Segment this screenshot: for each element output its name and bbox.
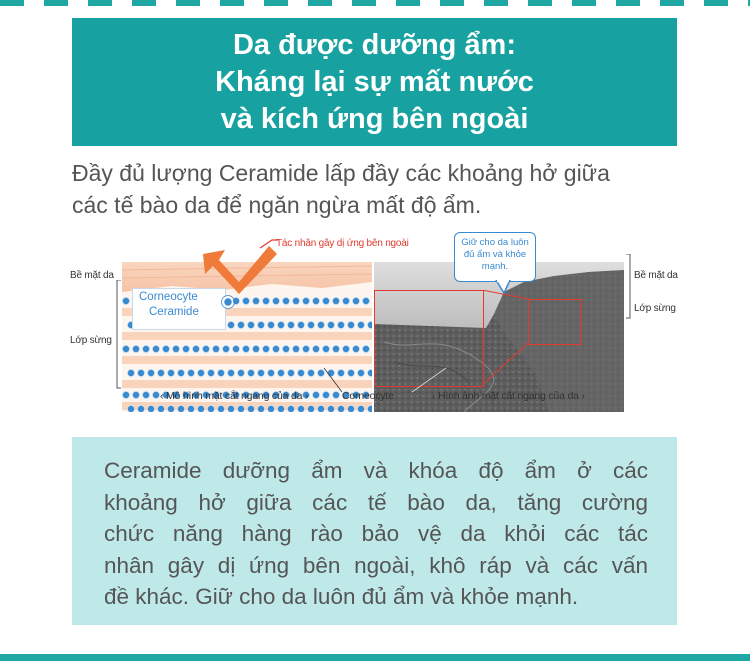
ceramide-dot (242, 345, 249, 352)
ceramide-dot (317, 405, 324, 412)
ceramide-dot (277, 321, 284, 328)
ceramide-dot (317, 321, 324, 328)
ceramide-dot (182, 345, 189, 352)
ceramide-dot (282, 345, 289, 352)
ceramide-dot (237, 321, 244, 328)
irritant-pointer-icon (258, 236, 278, 250)
ceramide-dot (152, 345, 159, 352)
skin-cross-section-figure (70, 228, 690, 413)
summary-line-3: chức năng hàng rào bảo vệ da khỏi các tác (104, 521, 648, 546)
ceramide-dot (142, 345, 149, 352)
ceramide-dot (347, 405, 354, 412)
ceramide-dot (137, 369, 144, 376)
title-line-3: và kích ứng bên ngoài (220, 102, 529, 135)
ceramide-dot (307, 405, 314, 412)
ceramide-dot (137, 405, 144, 412)
zoom-connector-lines (482, 290, 532, 390)
ceramide-dot (327, 405, 334, 412)
ceramide-dot (302, 345, 309, 352)
bottom-border (0, 654, 750, 661)
ceramide-dot (172, 345, 179, 352)
ceramide-dot (222, 345, 229, 352)
ceramide-dot (332, 345, 339, 352)
ceramide-dot (122, 391, 129, 398)
ceramide-dot (312, 297, 319, 304)
ceramide-dot (132, 391, 139, 398)
caption-corneocyte: Corneocyte (342, 390, 394, 402)
ceramide-dot (337, 321, 344, 328)
ceramide-dot (292, 297, 299, 304)
ceramide-dot (312, 391, 319, 398)
ceramide-dot (212, 345, 219, 352)
ceramide-dot (267, 405, 274, 412)
legend-corneocyte: Corneocyte (139, 291, 198, 303)
ceramide-dot (367, 369, 372, 376)
ceramide-dot (152, 391, 159, 398)
title-line-1: Da được dưỡng ẩm: (232, 28, 517, 61)
ceramide-dot (342, 297, 349, 304)
ceramide-dot (257, 405, 264, 412)
ceramide-dot (247, 405, 254, 412)
legend-box (132, 288, 226, 330)
ceramide-dot (187, 405, 194, 412)
stratum-corneum-label-left: Lớp sừng (70, 335, 112, 346)
ceramide-dot (177, 369, 184, 376)
keep-moist-line-1: Giữ cho da luôn (461, 237, 529, 248)
ceramide-dot (227, 369, 234, 376)
ceramide-dot (307, 321, 314, 328)
ceramide-dot (147, 369, 154, 376)
ceramide-dot (267, 369, 274, 376)
ceramide-dot (157, 405, 164, 412)
ceramide-dot (312, 345, 319, 352)
ceramide-dot (352, 297, 359, 304)
ceramide-dot (232, 345, 239, 352)
ceramide-dot (352, 345, 359, 352)
external-irritant-label: Tác nhân gây dị ứng bên ngoài (276, 238, 409, 249)
ceramide-dot (217, 405, 224, 412)
ceramide-dot (237, 405, 244, 412)
ceramide-dot (367, 405, 372, 412)
ceramide-dot (287, 321, 294, 328)
ceramide-dot (327, 321, 334, 328)
ceramide-dot (167, 369, 174, 376)
ceramide-dot (197, 369, 204, 376)
ceramide-dot (362, 345, 369, 352)
ceramide-dot (122, 345, 129, 352)
ceramide-dot (357, 369, 364, 376)
ceramide-dot (262, 345, 269, 352)
skin-surface-label-right: Bề mặt da (634, 270, 678, 281)
skin-surface-label-left: Bề mặt da (70, 270, 114, 281)
ceramide-dot (292, 345, 299, 352)
ceramide-dot (277, 405, 284, 412)
ceramide-dot (357, 321, 364, 328)
caption-model: ‹ Mô hình mặt cắt ngang của da › (160, 390, 309, 402)
ceramide-dot (347, 369, 354, 376)
ceramide-dot (187, 369, 194, 376)
ceramide-dot (272, 345, 279, 352)
ceramide-dot (297, 369, 304, 376)
ceramide-dot (332, 297, 339, 304)
caption-photo: ‹ Hình ảnh mặt cắt ngang của da › (432, 390, 585, 402)
summary-line-1: Ceramide dưỡng ẩm và khóa độ ẩm ở các (104, 458, 648, 483)
ceramide-dot (242, 297, 249, 304)
ceramide-dot (162, 345, 169, 352)
ceramide-dot (202, 345, 209, 352)
ceramide-dot (147, 405, 154, 412)
right-bracket (626, 254, 632, 320)
ceramide-dot (132, 345, 139, 352)
ceramide-dot (177, 405, 184, 412)
legend-ceramide: Ceramide (149, 306, 199, 318)
ceramide-dot (287, 369, 294, 376)
ceramide-dot (142, 391, 149, 398)
stratum-corneum-label-right: Lớp sừng (634, 303, 676, 314)
ceramide-dot (302, 297, 309, 304)
ceramide-dot (252, 297, 259, 304)
ceramide-dot (307, 369, 314, 376)
title-line-2: Kháng lại sự mất nước (215, 65, 534, 98)
ceramide-dot (227, 321, 234, 328)
summary-line-2: khoảng hở giữa các tế bào da, tăng cường (104, 489, 648, 515)
ceramide-dot-icon (220, 294, 238, 312)
ceramide-dot (217, 369, 224, 376)
ceramide-dot (347, 321, 354, 328)
ceramide-dot (127, 405, 134, 412)
intro-text (72, 157, 692, 221)
ceramide-dot (287, 405, 294, 412)
callout-tail-icon (494, 280, 514, 296)
ceramide-dot (257, 321, 264, 328)
ceramide-dot (367, 321, 372, 328)
ceramide-dot (277, 369, 284, 376)
keep-moist-line-2: đủ ẩm và khỏe (463, 249, 527, 260)
summary-box (72, 437, 677, 625)
ceramide-dot (247, 369, 254, 376)
ceramide-dot (362, 297, 369, 304)
title-banner (72, 18, 677, 146)
ceramide-dot (272, 297, 279, 304)
ceramide-dot (252, 345, 259, 352)
ceramide-dot (197, 405, 204, 412)
ceramide-dot (322, 345, 329, 352)
ceramide-dot (282, 297, 289, 304)
summary-text (104, 455, 648, 613)
ceramide-dot (227, 405, 234, 412)
corneocyte-pointer-icon (320, 366, 344, 394)
ceramide-dot (257, 369, 264, 376)
ceramide-dot (267, 321, 274, 328)
ceramide-dot (297, 405, 304, 412)
photo-pointer-icon (410, 366, 450, 394)
ceramide-dot (237, 369, 244, 376)
ceramide-dot (342, 345, 349, 352)
top-dash-border (0, 0, 750, 6)
ceramide-dot (127, 369, 134, 376)
intro-line-2: các tế bào da để ngăn ngừa mất độ ẩm. (72, 192, 482, 218)
keep-moist-line-3: mạnh. (481, 261, 509, 272)
ceramide-dot (207, 405, 214, 412)
intro-line-1: Đầy đủ lượng Ceramide lấp đầy các khoảng hở giữa (72, 160, 610, 186)
ceramide-dot (322, 297, 329, 304)
zoom-frame-small (528, 299, 582, 345)
keep-moist-callout (454, 232, 536, 282)
ceramide-dot (297, 321, 304, 328)
ceramide-dot (122, 297, 129, 304)
ceramide-dot (337, 405, 344, 412)
summary-line-4: nhân gây dị ứng bên ngoài, khô ráp và các vấn (104, 552, 648, 578)
ceramide-dot (357, 405, 364, 412)
ceramide-dot (262, 297, 269, 304)
summary-line-5: đề khác. Giữ cho da luôn đủ ẩm và khỏe mạnh. (104, 584, 579, 609)
ceramide-dot (192, 345, 199, 352)
ceramide-dot (167, 405, 174, 412)
ceramide-dot (207, 369, 214, 376)
ceramide-dot (247, 321, 254, 328)
ceramide-dot (157, 369, 164, 376)
